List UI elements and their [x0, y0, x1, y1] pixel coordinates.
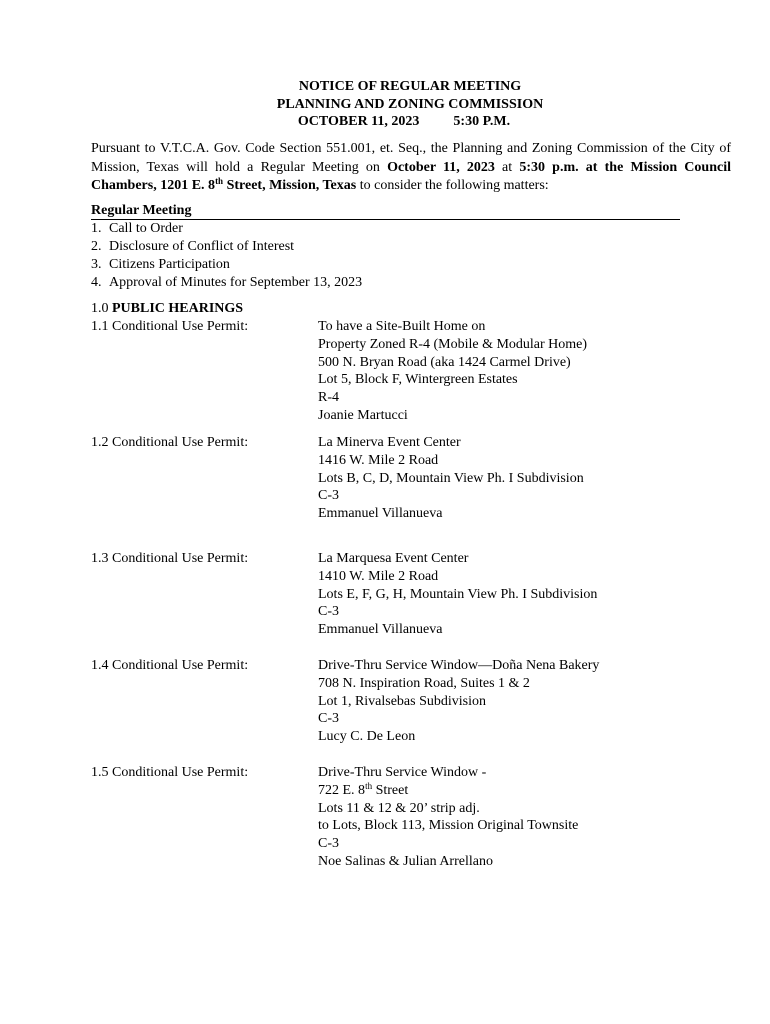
notice-header	[0, 78, 770, 131]
agenda-item: 3. Citizens Participation	[91, 257, 230, 272]
public-hearings-heading: 1.0 PUBLIC HEARINGS	[91, 301, 244, 316]
hearing-details: La Minerva Event Center 1416 W. Mile 2 Road Lots B, C, D, Mountain View Ph. I Subdivision C-3 Emmanuel Villanueva	[318, 435, 584, 522]
intro-paragraph: Pursuant to V.T.C.A. Gov. Code Section 551.001, et. Seq., the Planning and Zoning Commission of the City of Mission, Texas will hold a Regular Meeting on October 11, 2023 at 5:30 p.m. at the Mission Council Chambers, 1201 E. 8th Street, Mission, Texas to consider the following matters:	[91, 141, 731, 193]
meeting-date: OCTOBER 11, 2023	[297, 114, 420, 129]
hearing-label: 1.2 Conditional Use Permit:	[91, 435, 249, 450]
hearing-details: La Marquesa Event Center 1410 W. Mile 2 Road Lots E, F, G, H, Mountain View Ph. I Subdivision C-3 Emmanuel Villanueva	[318, 551, 598, 638]
agenda-list	[91, 220, 362, 292]
agenda-item: 2. Disclosure of Conflict of Interest	[91, 239, 295, 254]
hearing-details: To have a Site-Built Home on Property Zoned R-4 (Mobile & Modular Home) 500 N. Bryan Road (aka 1424 Carmel Drive) Lot 5, Block F, Wintergreen Estates R-4 Joanie Martucci	[318, 319, 588, 423]
hearing-label: 1.5 Conditional Use Permit:	[91, 765, 249, 780]
agenda-item: 1. Call to Order	[91, 221, 183, 236]
regular-meeting-heading: Regular Meeting	[91, 202, 680, 220]
meeting-date-time	[0, 113, 770, 131]
hearing-label: 1.1 Conditional Use Permit:	[91, 319, 249, 334]
hearing-label: 1.4 Conditional Use Permit:	[91, 658, 249, 673]
intro-date: October 11, 2023	[387, 159, 495, 175]
meeting-time: 5:30 P.M.	[453, 114, 511, 129]
commission-name: PLANNING AND ZONING COMMISSION	[276, 96, 544, 112]
notice-title: NOTICE OF REGULAR MEETING	[298, 79, 522, 94]
intro-location: 5:30 p.m. at the Mission Council Chambers, 1201 E. 8th Street, Mission, Texas	[91, 159, 731, 193]
hearing-details: Drive-Thru Service Window - 722 E. 8th Street Lots 11 & 12 & 20’ strip adj. to Lots, Block 113, Mission Original Townsite C-3 Noe Salinas & Julian Arrellano	[318, 765, 579, 869]
agenda-item: 4. Approval of Minutes for September 13, 2023	[91, 275, 363, 290]
hearing-label: 1.3 Conditional Use Permit:	[91, 551, 249, 566]
hearing-details: Drive-Thru Service Window—Doña Nena Bakery 708 N. Inspiration Road, Suites 1 & 2 Lot 1, Rivalsebas Subdivision C-3 Lucy C. De Leon	[318, 658, 600, 745]
